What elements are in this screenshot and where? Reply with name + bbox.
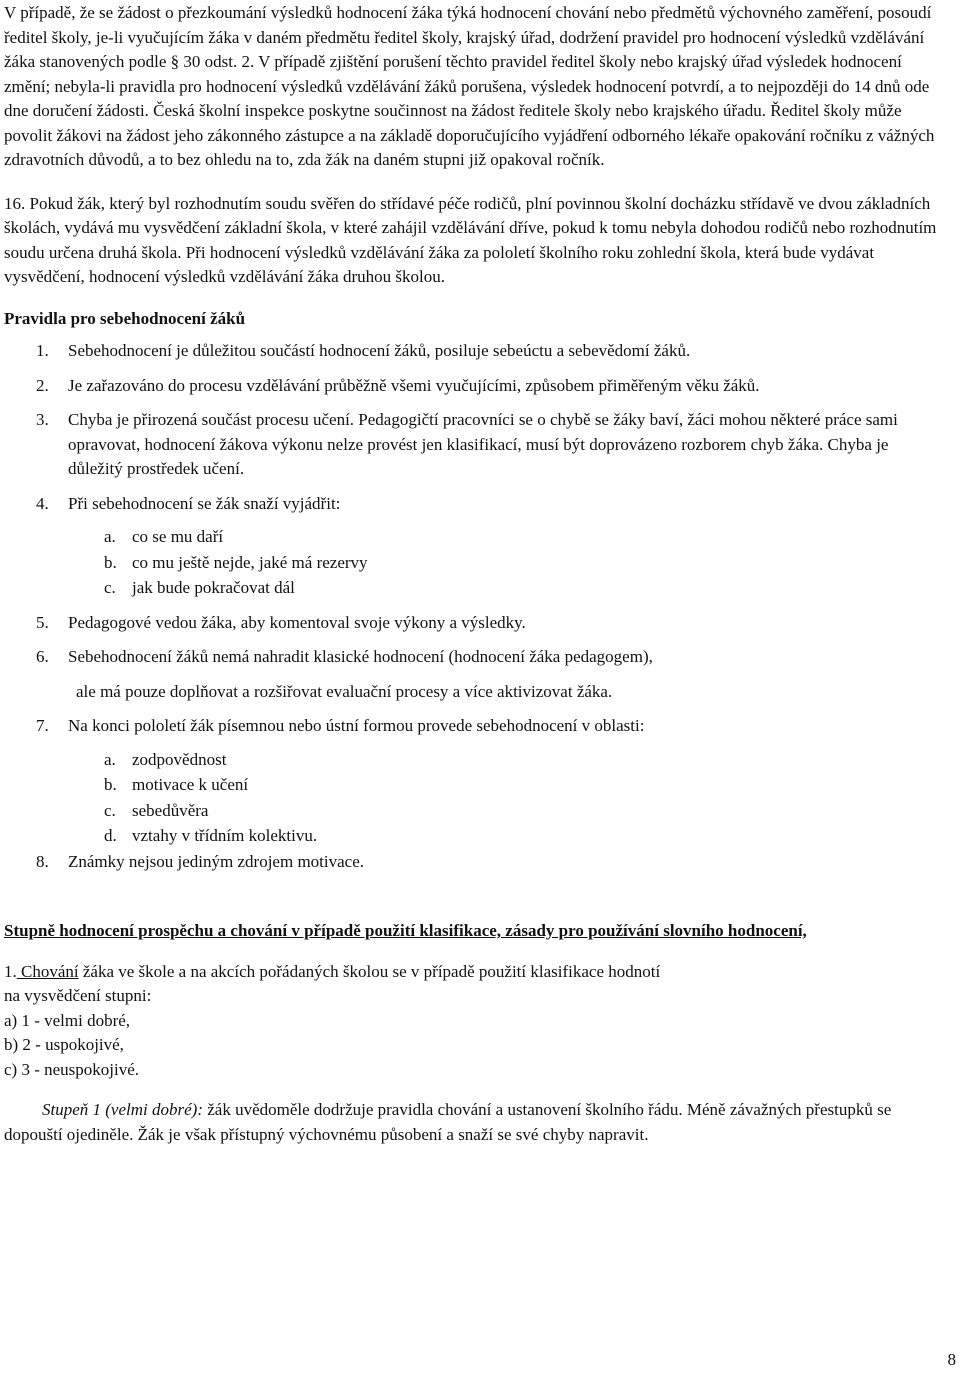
item-number: 7.: [36, 716, 49, 735]
sub-text: vztahy v třídním kolektivu.: [132, 826, 318, 845]
sub-text: zodpovědnost: [132, 749, 227, 769]
paragraph-16: 16. Pokud žák, který byl rozhodnutím soudu svěřen do střídavé péče rodičů, plní povinnou školní docházku střídavě ve dvou základních školách, vydává mu vysvědčení základní škola, v které zahájil vzdělávání dříve, pokud k tomu nebyla dohodou rodičů nebo rozhodnutím soudu určena druhá škola. Při hodnocení výsledků vzdělávání žáka za pololetí školního roku zohlední škola, která bude vydávat vysvědčení, hodnocení výsledků vzdělávání žáka druhou školou.: [4, 193, 937, 286]
sub-item: [104, 551, 946, 576]
sub-letter: a.: [104, 749, 116, 769]
sub-text: jak bude pokračovat dál: [132, 578, 295, 597]
page-number: 8: [947, 1349, 956, 1369]
sub-text: co se mu daří: [132, 527, 224, 546]
sub-item: [104, 824, 946, 849]
sub-letter: b.: [104, 775, 117, 794]
stupen-1-label: Stupeň 1 (velmi dobré):: [42, 1100, 203, 1119]
sub-text: motivace k učení: [132, 775, 249, 794]
item-text: Chyba je přirozená součást procesu učení. Pedagogičtí pracovníci se o chybě se žáky baví, žáci mohou některé práce sami opravovat, hodnocení žákova výkonu nelze provést jen klasifikací, musí být doprovázeno rozborem chyb žáka. Chyba je důležitý prostředek učení.: [68, 410, 898, 478]
grading-heading: Stupně hodnocení prospěchu a chování v případě použití klasifikace, zásady pro používání slovního hodnocení,: [4, 921, 807, 940]
item-number: 3.: [36, 410, 49, 429]
item-number: 6.: [36, 647, 49, 666]
stupen-1-text: žák uvědoměle dodržuje pravidla chování a ustanovení školního řádu. Méně závažných přestupků se dopouští ojediněle. Žák je však přístupný výchovnému působení a snaží se své chyby napravit.: [4, 1100, 892, 1144]
stupen-1-paragraph: [4, 1098, 946, 1147]
spacer: [4, 173, 946, 192]
sub-item: [104, 576, 946, 601]
sub-item: [104, 748, 946, 773]
item-text: Při sebehodnocení se žák snaží vyjádřit:: [68, 493, 341, 513]
intro-line2: na vysvědčení stupni:: [4, 986, 152, 1005]
intro-number: 1.: [4, 961, 17, 981]
list-item-7: [4, 714, 946, 849]
self-eval-heading: Pravidla pro sebehodnocení žáků: [4, 308, 246, 328]
self-eval-list: [4, 339, 946, 874]
sub-letter: b.: [104, 552, 117, 572]
sub-letter: a.: [104, 527, 116, 546]
sub-text: sebedůvěra: [132, 800, 209, 820]
item-number: 8.: [36, 851, 49, 871]
item-number: 1.: [36, 341, 49, 360]
intro-underlined: Chování: [16, 961, 79, 981]
sub-letter: c.: [104, 578, 116, 597]
item-text: Sebehodnocení žáků nemá nahradit klasické hodnocení (hodnocení žáka pedagogem),: [68, 647, 653, 666]
item-6-continuation: ale má pouze doplňovat a rozšiřovat evaluační procesy a více aktivizovat žáka.: [76, 681, 613, 701]
list-item-5: [4, 611, 946, 636]
list-item-4: [4, 492, 946, 601]
list-item-6: [4, 645, 946, 704]
sub-item: [104, 773, 946, 798]
grade-item: a) 1 - velmi dobré,: [4, 1010, 131, 1030]
sub-list: [68, 525, 946, 601]
sub-list: [68, 748, 946, 849]
sub-letter: d.: [104, 826, 117, 845]
list-item-1: [4, 339, 946, 364]
grade-item: b) 2 - uspokojivé,: [4, 1035, 124, 1054]
sub-item: [104, 525, 946, 550]
grading-intro: [4, 960, 946, 1009]
item-text: Sebehodnocení je důležitou součástí hodnocení žáků, posiluje sebeúctu a sebevědomí žáků.: [68, 341, 691, 360]
sub-item: [104, 799, 946, 824]
item-number: 5.: [36, 612, 49, 632]
item-number: 2.: [36, 375, 49, 395]
paragraph-15: V případě, že se žádost o přezkoumání výsledků hodnocení žáka týká hodnocení chování nebo předmětů výchovného zaměření, posoudí ředitel školy, je-li vyučujícím žáka v daném předmětu ředitel školy, krajský úřad, dodržení pravidel pro hodnocení výsledků vzdělávání žáka stanovených podle § 30 odst. 2. V případě zjištění porušení těchto pravidel ředitel školy nebo krajský úřad výsledek hodnocení změní; nebyla-li pravidla pro hodnocení výsledků vzdělávání žáků porušena, výsledek hodnocení potvrdí, a to nejpozději do 14 dnů ode dne doručení žádosti. Česká školní inspekce poskytne součinnost na žádost ředitele školy nebo krajského úřadu. Ředitel školy může povolit žákovi na žádost jeho zákonného zástupce a na základě doporučujícího vyjádření odborného lékaře opakování ročníku z vážných zdravotních důvodů, a to bez ohledu na to, zda žák na daném stupni již opakoval ročník.: [4, 3, 935, 169]
grade-item: c) 3 - neuspokojivé.: [4, 1059, 140, 1079]
sub-text: co mu ještě nejde, jaké má rezervy: [132, 552, 368, 572]
item-text: Známky nejsou jediným zdrojem motivace.: [68, 851, 365, 871]
list-item-2: [4, 374, 946, 399]
item-text: Je zařazováno do procesu vzdělávání průběžně všemi vyučujícími, způsobem přiměřeným věku žáků.: [68, 375, 760, 395]
item-text: Na konci pololetí žák písemnou nebo ústní formou provede sebehodnocení v oblasti:: [68, 716, 645, 735]
list-item-3: [4, 408, 946, 482]
item-text: Pedagogové vedou žáka, aby komentoval svoje výkony a výsledky.: [68, 612, 526, 632]
grades-list: [4, 1009, 946, 1083]
list-item-8: [4, 850, 946, 875]
intro-rest: žáka ve škole a na akcích pořádaných školou se v případě použití klasifikace hodnotí: [78, 961, 661, 981]
sub-letter: c.: [104, 800, 116, 820]
item-number: 4.: [36, 493, 49, 513]
